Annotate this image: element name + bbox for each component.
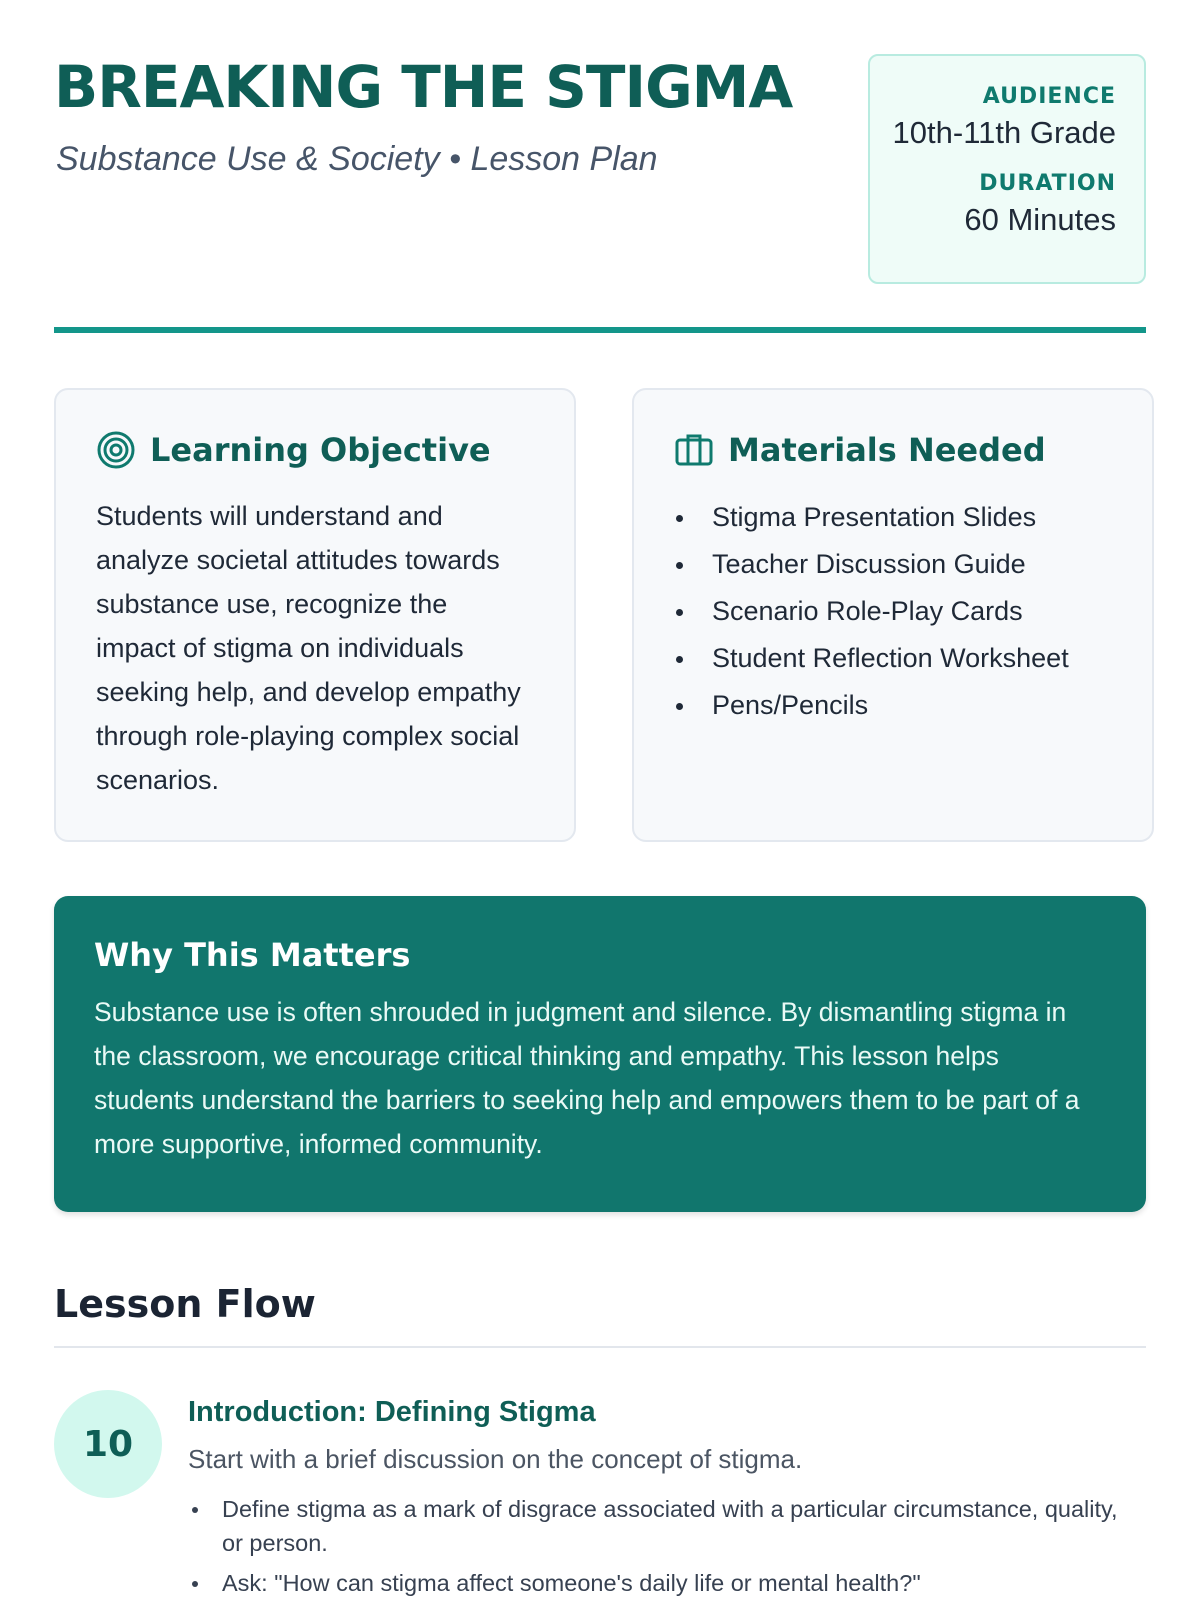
duration-value: 60 Minutes	[964, 202, 1116, 237]
lesson-header	[54, 52, 1146, 288]
lesson-flow-divider	[54, 1346, 1146, 1348]
materials-list-item: Pens/Pencils	[674, 682, 1112, 729]
materials-card	[632, 388, 1154, 842]
learning-objective-card	[54, 388, 576, 842]
materials-list-item: Scenario Role-Play Cards	[674, 588, 1112, 635]
duration-label: DURATION	[979, 171, 1116, 196]
target-icon	[96, 430, 136, 470]
materials-list-item: Student Reflection Worksheet	[674, 635, 1112, 682]
step-point: Ask: "How can stigma affect someone's daily life or mental health?"	[188, 1566, 1118, 1600]
learning-objective-title: Learning Objective	[150, 431, 491, 469]
why-this-matters-banner	[54, 896, 1146, 1212]
step-minutes-badge: 10	[54, 1390, 162, 1498]
audience-label: AUDIENCE	[982, 84, 1116, 109]
learning-objective-text: Students will understand and analyze societal attitudes towards substance use, recognize the impact of stigma on individuals seeking help, and develop empathy through role-playing complex social scenarios.	[96, 501, 521, 795]
materials-list-item: Stigma Presentation Slides	[674, 494, 1112, 541]
why-this-matters-title: Why This Matters	[94, 936, 411, 974]
learning-objective-header	[96, 430, 534, 470]
lesson-flow-title: Lesson Flow	[54, 1282, 316, 1326]
step-title: Introduction: Defining Stigma	[188, 1396, 596, 1428]
briefcase-icon	[674, 430, 714, 470]
why-this-matters-text: Substance use is often shrouded in judgment and silence. By dismantling stigma in the classroom, we encourage critical thinking and empathy. This lesson helps students understand the barriers to seeking help and empowers them to be part of a more supportive, informed community.	[94, 997, 1080, 1159]
step-points-list	[188, 1492, 1118, 1600]
step-point: Define stigma as a mark of disgrace associated with a particular circumstance, quality, or person.	[188, 1492, 1118, 1560]
materials-list	[674, 494, 1112, 729]
audience-value: 10th-11th Grade	[892, 115, 1116, 150]
materials-title: Materials Needed	[728, 431, 1046, 469]
materials-header	[674, 430, 1112, 470]
lesson-meta-box	[868, 54, 1146, 284]
materials-list-item: Teacher Discussion Guide	[674, 541, 1112, 588]
header-divider	[54, 327, 1146, 333]
page-subtitle: Substance Use & Society • Lesson Plan	[56, 140, 658, 178]
page-title: BREAKING THE STIGMA	[54, 53, 793, 121]
step-description: Start with a brief discussion on the concept of stigma.	[188, 1444, 803, 1474]
